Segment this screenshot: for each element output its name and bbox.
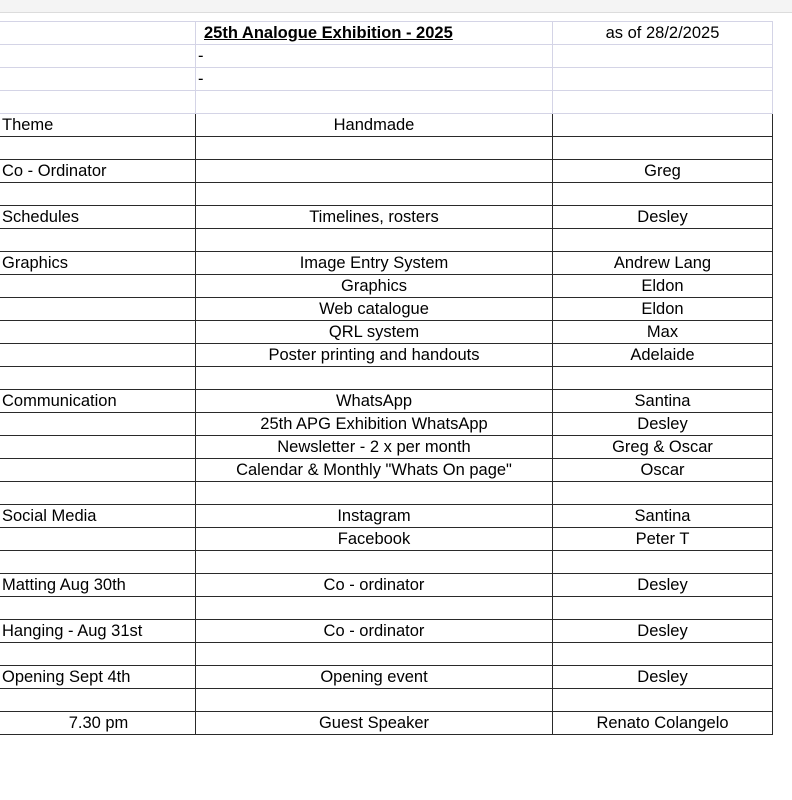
assignee-cell[interactable]: Desley — [553, 413, 773, 436]
task-cell[interactable]: Poster printing and handouts — [196, 344, 553, 367]
task-cell[interactable]: Calendar & Monthly "Whats On page" — [196, 459, 553, 482]
table-row — [0, 344, 773, 367]
table-row — [0, 620, 773, 643]
table-row — [0, 229, 773, 252]
category-cell[interactable]: Schedules — [0, 206, 196, 229]
cell[interactable] — [553, 91, 773, 114]
task-cell[interactable]: Newsletter - 2 x per month — [196, 436, 553, 459]
task-cell[interactable]: Handmade — [196, 114, 553, 137]
task-cell[interactable]: Image Entry System — [196, 252, 553, 275]
assignee-cell[interactable]: Desley — [553, 206, 773, 229]
assignee-cell[interactable]: Desley — [553, 620, 773, 643]
category-cell[interactable] — [0, 459, 196, 482]
table-row — [0, 482, 773, 505]
task-cell[interactable] — [196, 183, 553, 206]
assignee-cell[interactable]: Adelaide — [553, 344, 773, 367]
assignee-cell[interactable] — [553, 482, 773, 505]
task-cell[interactable]: Web catalogue — [196, 298, 553, 321]
task-cell[interactable] — [196, 137, 553, 160]
task-cell[interactable] — [196, 160, 553, 183]
table-row — [0, 643, 773, 666]
table-row — [0, 114, 773, 137]
header-row-blank — [0, 91, 773, 114]
spreadsheet-grid — [0, 21, 773, 735]
task-cell[interactable]: Guest Speaker — [196, 712, 553, 735]
cell[interactable] — [0, 91, 196, 114]
assignee-cell[interactable]: Desley — [553, 574, 773, 597]
assignee-cell[interactable]: Andrew Lang — [553, 252, 773, 275]
assignee-cell[interactable] — [553, 229, 773, 252]
task-cell[interactable]: Instagram — [196, 505, 553, 528]
category-cell[interactable]: Opening Sept 4th — [0, 666, 196, 689]
cell[interactable] — [0, 68, 196, 91]
category-cell[interactable] — [0, 321, 196, 344]
assignee-cell[interactable] — [553, 597, 773, 620]
category-cell[interactable] — [0, 229, 196, 252]
assignee-cell[interactable] — [553, 114, 773, 137]
category-cell[interactable]: Theme — [0, 114, 196, 137]
task-cell[interactable]: Co - ordinator — [196, 620, 553, 643]
table-row — [0, 413, 773, 436]
table-row — [0, 597, 773, 620]
task-cell[interactable] — [196, 229, 553, 252]
table-row — [0, 574, 773, 597]
cell[interactable] — [0, 45, 196, 68]
category-cell[interactable] — [0, 298, 196, 321]
task-cell[interactable]: 25th APG Exhibition WhatsApp — [196, 413, 553, 436]
task-cell[interactable]: Co - ordinator — [196, 574, 553, 597]
table-row — [0, 459, 773, 482]
assignee-cell[interactable]: Santina — [553, 505, 773, 528]
header-row-dash — [0, 45, 773, 68]
category-cell[interactable] — [0, 344, 196, 367]
cell[interactable] — [196, 91, 553, 114]
table-row — [0, 436, 773, 459]
category-cell[interactable]: Social Media — [0, 505, 196, 528]
table-row — [0, 321, 773, 344]
category-cell[interactable]: 7.30 pm — [0, 712, 196, 735]
assignee-cell[interactable]: Renato Colangelo — [553, 712, 773, 735]
category-cell[interactable] — [0, 643, 196, 666]
task-cell[interactable]: Opening event — [196, 666, 553, 689]
assignee-cell[interactable] — [553, 137, 773, 160]
header-row-title — [0, 22, 773, 45]
category-cell[interactable] — [0, 137, 196, 160]
table-row — [0, 712, 773, 735]
assignee-cell[interactable]: Greg — [553, 160, 773, 183]
dash-cell[interactable]: - — [196, 68, 553, 91]
category-cell[interactable] — [0, 689, 196, 712]
assignee-cell[interactable]: Greg & Oscar — [553, 436, 773, 459]
assignee-cell[interactable]: Santina — [553, 390, 773, 413]
category-cell[interactable]: Hanging - Aug 31st — [0, 620, 196, 643]
table-row — [0, 551, 773, 574]
task-cell[interactable] — [196, 482, 553, 505]
spreadsheet-top-bar — [0, 0, 792, 13]
assignee-cell[interactable]: Desley — [553, 666, 773, 689]
dash-cell[interactable]: - — [196, 45, 553, 68]
category-cell[interactable] — [0, 528, 196, 551]
assignee-cell[interactable] — [553, 551, 773, 574]
assignee-cell[interactable]: Eldon — [553, 298, 773, 321]
table-row — [0, 183, 773, 206]
category-cell[interactable] — [0, 367, 196, 390]
assignee-cell[interactable]: Oscar — [553, 459, 773, 482]
table-row — [0, 252, 773, 275]
header-row-dash — [0, 68, 773, 91]
cell[interactable] — [0, 22, 196, 45]
category-cell[interactable]: Matting Aug 30th — [0, 574, 196, 597]
table-row — [0, 137, 773, 160]
table-row — [0, 528, 773, 551]
cell[interactable] — [553, 68, 773, 91]
table-row — [0, 689, 773, 712]
as-of-date[interactable]: as of 28/2/2025 — [553, 22, 773, 45]
table-row — [0, 275, 773, 298]
assignee-cell[interactable] — [553, 689, 773, 712]
assignee-cell[interactable] — [553, 643, 773, 666]
task-cell[interactable] — [196, 689, 553, 712]
assignee-cell[interactable] — [553, 183, 773, 206]
table-row — [0, 390, 773, 413]
task-cell[interactable] — [196, 551, 553, 574]
task-cell[interactable] — [196, 597, 553, 620]
task-cell[interactable]: QRL system — [196, 321, 553, 344]
task-cell[interactable]: Timelines, rosters — [196, 206, 553, 229]
category-cell[interactable]: Co - Ordinator — [0, 160, 196, 183]
task-cell[interactable] — [196, 367, 553, 390]
category-cell[interactable] — [0, 436, 196, 459]
category-cell[interactable]: Communication — [0, 390, 196, 413]
category-cell[interactable] — [0, 275, 196, 298]
category-cell[interactable] — [0, 482, 196, 505]
category-cell[interactable]: Graphics — [0, 252, 196, 275]
task-cell[interactable] — [196, 643, 553, 666]
table-row — [0, 298, 773, 321]
table-row — [0, 505, 773, 528]
task-cell[interactable]: Graphics — [196, 275, 553, 298]
table-row — [0, 206, 773, 229]
assignee-cell[interactable]: Max — [553, 321, 773, 344]
category-cell[interactable] — [0, 551, 196, 574]
table-row — [0, 160, 773, 183]
cell[interactable] — [553, 45, 773, 68]
task-cell[interactable]: WhatsApp — [196, 390, 553, 413]
category-cell[interactable] — [0, 597, 196, 620]
assignee-cell[interactable]: Eldon — [553, 275, 773, 298]
table-row — [0, 666, 773, 689]
table-row — [0, 367, 773, 390]
assignee-cell[interactable]: Peter T — [553, 528, 773, 551]
assignee-cell[interactable] — [553, 367, 773, 390]
category-cell[interactable] — [0, 183, 196, 206]
task-cell[interactable]: Facebook — [196, 528, 553, 551]
category-cell[interactable] — [0, 413, 196, 436]
document-title[interactable]: 25th Analogue Exhibition - 2025 — [196, 22, 553, 45]
